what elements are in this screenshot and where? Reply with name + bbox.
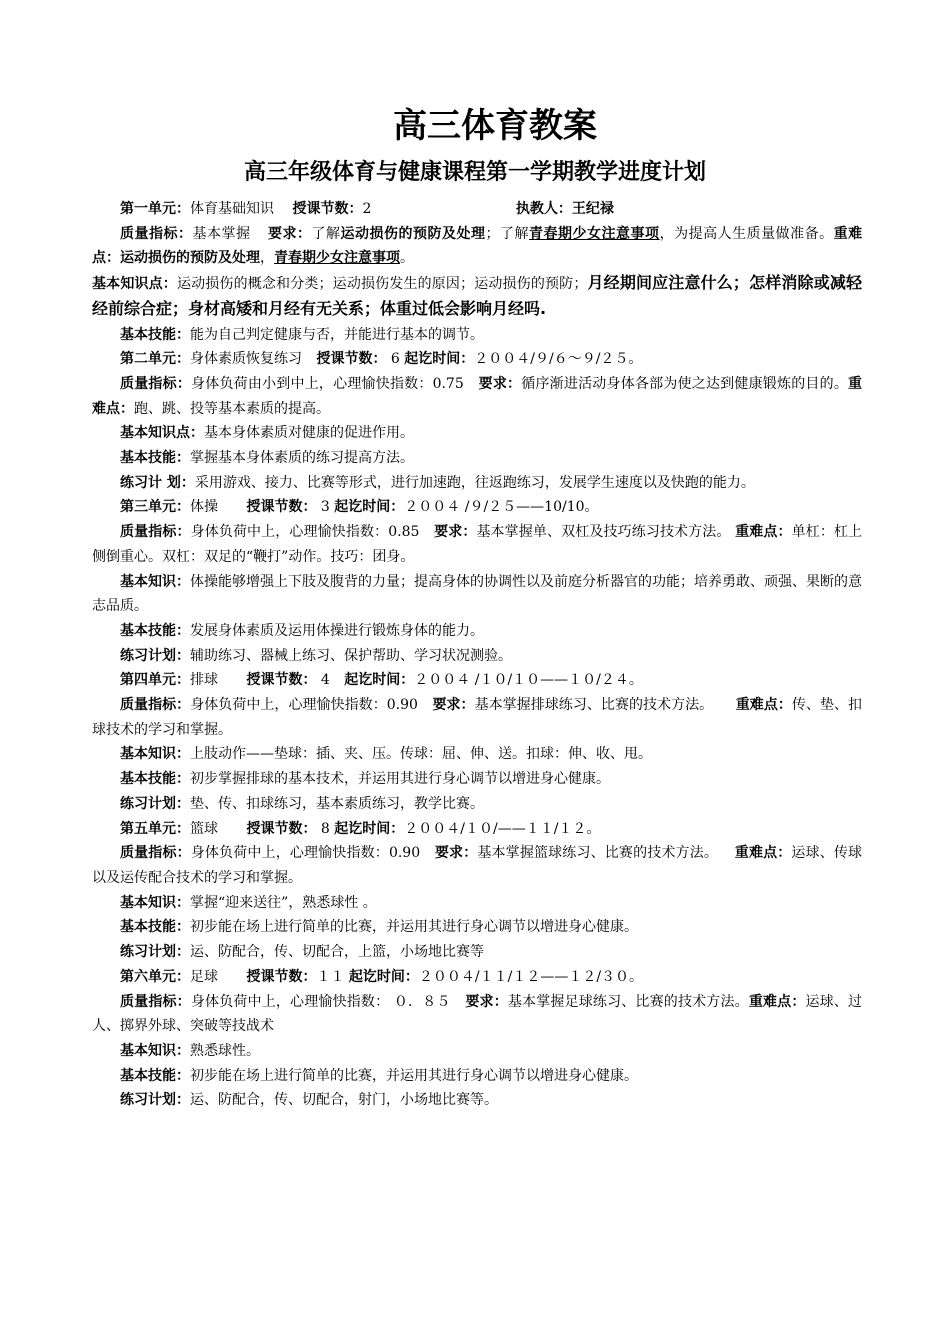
unit6-knowledge: 基本知识：熟悉球性。	[120, 1042, 260, 1059]
unit2-header: 第二单元：身体素质恢复练习 授课节数： 6 起讫时间：２００４/９/６～９/２５。	[120, 351, 643, 368]
unit1-knowledge-points: 基本知识点：运动损伤的概念和分类；运动损伤发生的原因；运动损伤的预防；月经期间应注意什么；怎样消除或减轻经前综合症；身材高矮和月经有无关系；体重过低会影响月经吗.	[92, 273, 863, 318]
document-body	[92, 197, 862, 1113]
unit2-quality: 质量指标：身体负荷由小到中上，心理愉快指数：0.75 要求：循序渐进活动身体各部为使之达到健康锻炼的目的。重难点：跑、跳、投等基本素质的提高。	[92, 375, 863, 417]
unit2-practice: 练习计 划：采用游戏、接力、比赛等形式，进行加速跑，往返跑练习，发展学生速度以及快跑的能力。	[120, 474, 755, 491]
unit5-quality: 质量指标：身体负荷中上，心理愉快指数：0.90 要求：基本掌握篮球练习、比赛的技术方法。 重难点：运球、传球以及运传配合技术的学习和掌握。	[92, 845, 863, 886]
unit1-skills: 基本技能：能为自己判定健康与否，并能进行基本的调节。	[120, 326, 484, 343]
unit1-header: 第一单元：体育基础知识 授课节数：2 执教人：王纪禄	[120, 201, 614, 217]
unit2-skills: 基本技能：掌握基本身体素质的练习提高方法。	[120, 450, 414, 467]
unit6-practice: 练习计划：运、防配合，传、切配合，射门，小场地比赛等。	[120, 1092, 498, 1109]
unit3-knowledge: 基本知识：体操能够增强上下肢及腹背的力量；提高身体的协调性以及前庭分析器官的功能；培养勇敢、顽强、果断的意志品质。	[92, 573, 862, 615]
page-title: 高三体育教案	[393, 106, 597, 146]
unit6-skills: 基本技能：初步能在场上进行简单的比赛，并运用其进行身心调节以增进身心健康。	[120, 1067, 638, 1084]
unit6-header: 第六单元：足球 授课节数：１１ 起讫时间：２００４/１１/１２——１２/３０。	[120, 968, 644, 985]
unit5-knowledge: 基本知识：掌握“迎来送往”，熟悉球性 。	[120, 894, 377, 911]
unit5-header: 第五单元：篮球 授课节数： 8 起讫时间：２００４/１０/——１１/１２。	[120, 820, 601, 837]
unit4-skills: 基本技能：初步掌握排球的基本技术，并运用其进行身心调节以增进身心健康。	[120, 771, 610, 788]
unit3-skills: 基本技能：发展身体素质及运用体操进行锻炼身体的能力。	[120, 622, 484, 639]
unit3-header: 第三单元：体操 授课节数： 3 起讫时间：２００４ /９/２５——10/10。	[120, 499, 599, 516]
unit5-skills: 基本技能：初步能在场上进行简单的比赛，并运用其进行身心调节以增进身心健康。	[120, 919, 638, 936]
unit4-practice: 练习计划：垫、传、扣球练习，基本素质练习，教学比赛。	[120, 795, 484, 812]
unit5-practice: 练习计划：运、防配合，传、切配合，上篮，小场地比赛等	[120, 944, 484, 961]
unit6-quality: 质量指标：身体负荷中上，心理愉快指数： ０．８５ 要求：基本掌握足球练习、比赛的技术方法。重难点：运球、过人、掷界外球、突破等技战术	[92, 993, 863, 1035]
unit1-quality: 质量指标：基本掌握 要求：了解运动损伤的预防及处理；了解青春期少女注意事项，为提高人生质量做准备。重难点：运动损伤的预防及处理，青春期少女注意事项。	[92, 225, 863, 267]
unit3-practice: 练习计划：辅助练习、器械上练习、保护帮助、学习状况测验。	[120, 647, 512, 664]
page-subtitle: 高三年级体育与健康课程第一学期教学进度计划	[243, 160, 706, 185]
unit4-header: 第四单元：排球 授课节数： 4 起讫时间：２００４ /１０/１０——１０/２４。	[120, 672, 643, 689]
unit4-quality: 质量指标：身体负荷中上，心理愉快指数：0.90 要求：基本掌握排球练习、比赛的技术方法。 重难点：传、垫、扣球技术的学习和掌握。	[92, 697, 863, 738]
unit2-knowledge-points: 基本知识点：基本身体素质对健康的促进作用。	[120, 425, 414, 442]
unit3-quality: 质量指标：身体负荷中上，心理愉快指数：0.85 要求：基本掌握单、双杠及技巧练习技术方法。 重难点：单杠：杠上侧倒重心。双杠：双足的“鞭打”动作。技巧：团身。	[92, 524, 863, 565]
unit4-knowledge: 基本知识：上肢动作——垫球：插、夹、压。传球：屈、伸、送。扣球：伸、收、甩。	[120, 746, 652, 763]
